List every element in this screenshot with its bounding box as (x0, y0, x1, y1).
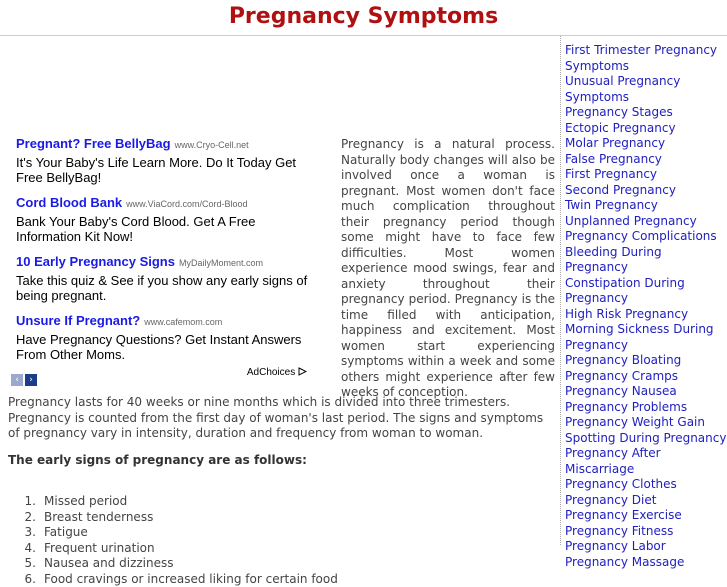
list-text: Breast tenderness (44, 510, 153, 524)
ad-url[interactable]: www.ViaCord.com/Cord-Blood (126, 199, 247, 209)
ad-box (8, 127, 313, 382)
signs-heading: The early signs of pregnancy are as follows: (8, 453, 307, 467)
list-text: Frequent urination (44, 541, 155, 555)
sidebar-link[interactable]: Morning Sickness During Pregnancy (565, 322, 714, 352)
ad-url[interactable]: MyDailyMoment.com (179, 258, 263, 268)
trimester-paragraph: Pregnancy lasts for 40 weeks or nine months which is divided into three trimesters. Pregnancy is counted from the first day of woman's last period. The signs and symptoms of pregnancy vary in intensity, duration and frequency from woman to woman. (8, 395, 556, 442)
list-number: 2. (8, 510, 36, 526)
sidebar-link[interactable]: High Risk Pregnancy (565, 307, 688, 321)
sidebar-link[interactable]: Pregnancy Complications (565, 229, 717, 243)
ad-text: Bank Your Baby's Cord Blood. Get A Free Information Kit Now! (16, 214, 308, 244)
sidebar-link[interactable]: First Trimester Pregnancy Symptoms (565, 43, 717, 73)
sidebar-link[interactable]: False Pregnancy (565, 152, 662, 166)
ad-item[interactable] (16, 133, 308, 185)
main-content (0, 36, 560, 545)
sidebar-link[interactable]: Pregnancy Stages (565, 105, 673, 119)
sidebar-link[interactable]: Pregnancy Problems (565, 400, 687, 414)
list-item (8, 494, 338, 510)
ad-item[interactable] (16, 192, 308, 244)
sidebar-link[interactable]: Ectopic Pregnancy (565, 121, 676, 135)
adchoices-icon (298, 367, 307, 376)
sidebar-link[interactable]: First Pregnancy (565, 167, 657, 181)
ad-url[interactable]: www.Cryo-Cell.net (175, 140, 249, 150)
sidebar-link[interactable]: Pregnancy Fitness (565, 524, 673, 538)
ad-nav (11, 367, 39, 386)
sidebar-link[interactable]: Pregnancy Exercise (565, 508, 682, 522)
sidebar-links (565, 43, 727, 570)
sidebar-link[interactable]: Pregnancy Bloating (565, 353, 681, 367)
signs-list (8, 494, 338, 587)
sidebar-link[interactable]: Pregnancy Nausea (565, 384, 677, 398)
list-text: Fatigue (44, 525, 88, 539)
ad-url[interactable]: www.cafemom.com (144, 317, 222, 327)
ad-text: Have Pregnancy Questions? Get Instant Answers From Other Moms. (16, 332, 308, 362)
sidebar-link[interactable]: Pregnancy Massage (565, 555, 684, 569)
ad-prev-button[interactable]: ‹ (11, 374, 23, 386)
list-number: 1. (8, 494, 36, 510)
ad-text: Take this quiz & See if you show any early signs of being pregnant. (16, 273, 308, 303)
sidebar-link[interactable]: Unplanned Pregnancy (565, 214, 697, 228)
sidebar-link[interactable]: Pregnancy After Miscarriage (565, 446, 661, 476)
sidebar-link[interactable]: Constipation During Pregnancy (565, 276, 685, 306)
site-header (0, 0, 727, 36)
list-item (8, 541, 338, 557)
ad-title[interactable]: Cord Blood Bank (16, 195, 122, 210)
ad-title[interactable]: 10 Early Pregnancy Signs (16, 254, 175, 269)
list-text: Food cravings or increased liking for certain food (44, 572, 338, 586)
intro-paragraph: Pregnancy is a natural process. Naturally body changes will also be involved once a woman is pregnant. Most women don't face much complication throughout their pregnancy period though some might have to face few difficulties. Most women experience mood swings, fear and anxiety throughout their pregnancy period. Pregnancy is the time filled with anticipation, happiness and excitement. Most women start experiencing symptoms within a week and some others might experience after few weeks of conception. (341, 137, 555, 401)
list-number: 3. (8, 525, 36, 541)
list-item (8, 525, 338, 541)
ad-title[interactable]: Pregnant? Free BellyBag (16, 136, 171, 151)
list-number: 5. (8, 556, 36, 572)
sidebar-link[interactable]: Pregnancy Diet (565, 493, 656, 507)
sidebar-link[interactable]: Molar Pregnancy (565, 136, 665, 150)
list-item (8, 572, 338, 587)
sidebar-link[interactable]: Spotting During Pregnancy (565, 431, 726, 445)
list-item (8, 510, 338, 526)
adchoices-link[interactable] (247, 367, 307, 378)
sidebar-link[interactable]: Pregnancy Cramps (565, 369, 678, 383)
sidebar (560, 36, 727, 545)
site-title[interactable]: Pregnancy Symptoms (0, 4, 727, 29)
sidebar-link[interactable]: Second Pregnancy (565, 183, 676, 197)
list-text: Nausea and dizziness (44, 556, 174, 570)
sidebar-link[interactable]: Bleeding During Pregnancy (565, 245, 662, 275)
sidebar-link[interactable]: Twin Pregnancy (565, 198, 658, 212)
sidebar-link[interactable]: Pregnancy Clothes (565, 477, 677, 491)
ad-item[interactable] (16, 310, 308, 362)
ad-next-button[interactable]: › (25, 374, 37, 386)
sidebar-link[interactable]: Pregnancy Weight Gain (565, 415, 705, 429)
list-text: Missed period (44, 494, 127, 508)
list-number: 4. (8, 541, 36, 557)
adchoices-label[interactable]: AdChoices (247, 367, 295, 378)
ad-title[interactable]: Unsure If Pregnant? (16, 313, 140, 328)
list-number: 6. (8, 572, 36, 587)
ad-item[interactable] (16, 251, 308, 303)
sidebar-link[interactable]: Unusual Pregnancy Symptoms (565, 74, 680, 104)
list-item (8, 556, 338, 572)
ad-text: It's Your Baby's Life Learn More. Do It Today Get Free BellyBag! (16, 155, 308, 185)
sidebar-link[interactable]: Pregnancy Labor (565, 539, 666, 553)
